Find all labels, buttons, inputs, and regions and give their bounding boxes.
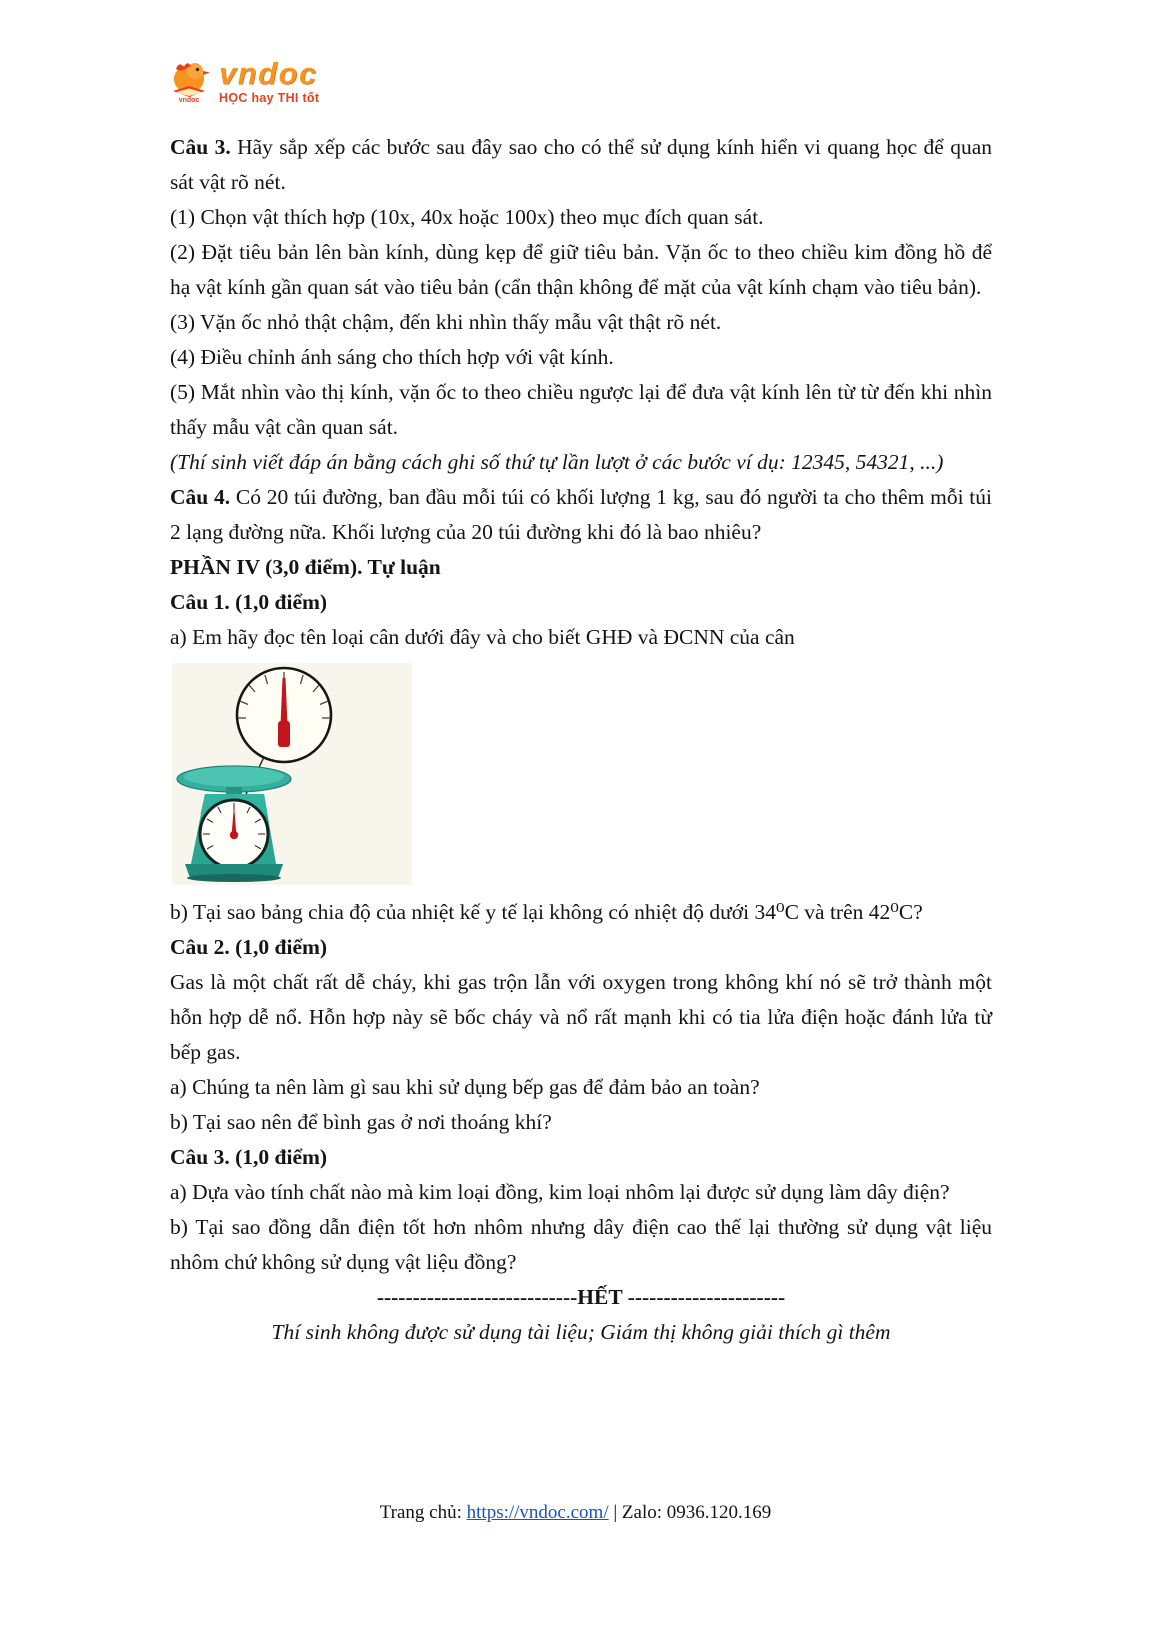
question-3-step-5: (5) Mắt nhìn vào thị kính, vặn ốc to theo chiều ngược lại để đưa vật kính lên từ từ đến khi nhìn thấy mẫu vật cần quan sát. bbox=[170, 380, 992, 439]
essay-question-1-heading: Câu 1. (1,0 điểm) bbox=[170, 590, 328, 614]
essay-question-3a-text: a) Dựa vào tính chất nào mà kim loại đồng, kim loại nhôm lại được sử dụng làm dây điện? bbox=[170, 1180, 950, 1204]
essay-question-2b-text: b) Tại sao nên để bình gas ở nơi thoáng khí? bbox=[170, 1110, 552, 1134]
closing-note: Thí sinh không được sử dụng tài liệu; Giám thị không giải thích gì thêm bbox=[271, 1320, 891, 1344]
section-heading-part-4: PHẦN IV (3,0 điểm). Tự luận bbox=[170, 555, 441, 579]
logo-brand-text: vndoc bbox=[219, 56, 318, 91]
logo-tagline-text: HỌC hay THI tốt bbox=[219, 91, 320, 105]
essay-question-2-heading: Câu 2. (1,0 điểm) bbox=[170, 935, 328, 959]
question-3-step-4: (4) Điều chỉnh ánh sáng cho thích hợp với vật kính. bbox=[170, 345, 614, 369]
kitchen-scale-illustration bbox=[172, 663, 412, 885]
page-footer bbox=[0, 1498, 1151, 1528]
essay-question-1b-text: b) Tại sao bảng chia độ của nhiệt kế y tế lại không có nhiệt độ dưới 34⁰C và trên 42⁰C? bbox=[170, 900, 923, 924]
scale-figure bbox=[172, 663, 992, 885]
essay-question-2a-text: a) Chúng ta nên làm gì sau khi sử dụng bếp gas để đảm bảo an toàn? bbox=[170, 1075, 760, 1099]
question-3-step-2: (2) Đặt tiêu bản lên bàn kính, dùng kẹp để giữ tiêu bản. Vặn ốc to theo chiều kim đồng hồ để hạ vật kính gần quan sát vào tiêu bản (cẩn thận không để mặt của vật kính chạm vào tiêu bản). bbox=[170, 240, 992, 299]
question-4-label: Câu 4. bbox=[170, 485, 231, 509]
footer-home-link[interactable]: https://vndoc.com/ bbox=[466, 1502, 609, 1523]
footer-home-label: Trang chủ: bbox=[379, 1502, 467, 1523]
footer-zalo-text: | Zalo: 0936.120.169 bbox=[608, 1502, 772, 1523]
question-4-text: Có 20 túi đường, ban đầu mỗi túi có khối lượng 1 kg, sau đó người ta cho thêm mỗi túi 2 lạng đường nữa. Khối lượng của 20 túi đường khi đó là bao nhiêu? bbox=[170, 485, 992, 544]
essay-question-3-heading: Câu 3. (1,0 điểm) bbox=[170, 1145, 328, 1169]
question-3-text: Hãy sắp xếp các bước sau đây sao cho có thể sử dụng kính hiển vi quang học để quan sát vật rõ nét. bbox=[170, 135, 992, 194]
vndoc-logo-icon bbox=[166, 59, 212, 103]
vndoc-logo bbox=[166, 58, 319, 105]
end-marker: ----------------------------HẾT ---------------------- bbox=[376, 1285, 786, 1309]
document-content bbox=[170, 130, 992, 1350]
question-3-step-3: (3) Vặn ốc nhỏ thật chậm, đến khi nhìn thấy mẫu vật thật rõ nét. bbox=[170, 310, 722, 334]
essay-question-2-intro: Gas là một chất rất dễ cháy, khi gas trộn lẫn với oxygen trong không khí nó sẽ trở thành một hỗn hợp dễ nổ. Hỗn hợp này sẽ bốc cháy và nổ rất mạnh khi có tia lửa điện hoặc đánh lửa từ bếp gas. bbox=[170, 970, 992, 1064]
essay-question-3b-text: b) Tại sao đồng dẫn điện tốt hơn nhôm nhưng dây điện cao thế lại thường sử dụng vật liệu nhôm chứ không sử dụng vật liệu đồng? bbox=[170, 1215, 992, 1274]
question-3-step-1: (1) Chọn vật thích hợp (10x, 40x hoặc 100x) theo mục đích quan sát. bbox=[170, 205, 764, 229]
svg-text:vndoc: vndoc bbox=[178, 97, 200, 104]
question-3 bbox=[170, 130, 992, 200]
essay-question-1a-text: a) Em hãy đọc tên loại cân dưới đây và cho biết GHĐ và ĐCNN của cân bbox=[170, 625, 795, 649]
question-3-label: Câu 3. bbox=[170, 135, 231, 159]
question-4 bbox=[170, 480, 992, 550]
logo-text-block bbox=[219, 58, 319, 105]
answer-format-note: (Thí sinh viết đáp án bằng cách ghi số thứ tự lần lượt ở các bước ví dụ: 12345, 54321, ...) bbox=[170, 450, 944, 474]
